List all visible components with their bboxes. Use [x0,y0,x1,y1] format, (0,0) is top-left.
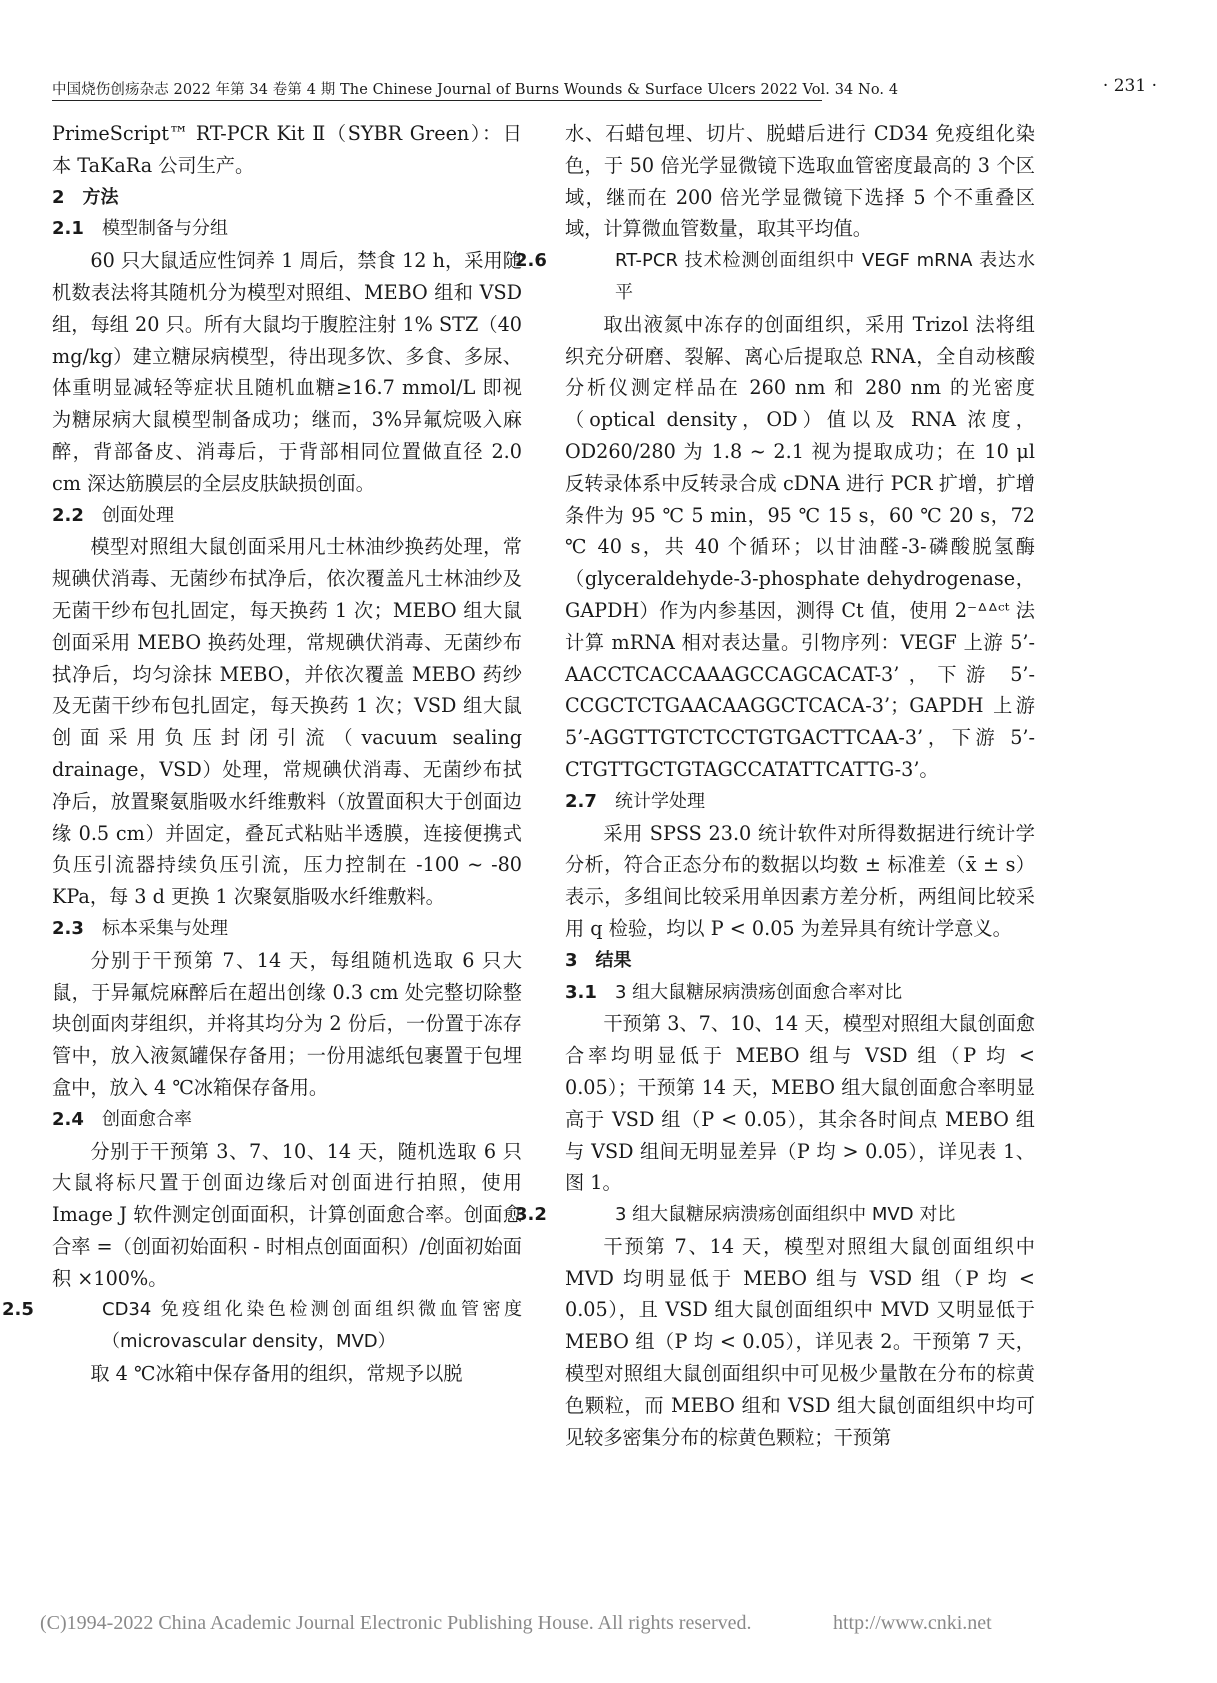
section-heading [2,1294,522,1358]
section-heading [52,1104,522,1136]
paragraph: 分别于干预第 7、14 天，每组随机选取 6 只大鼠，于异氟烷麻醉后在超出创缘 0.3 cm 处完整切除整块创面肉芽组织，并将其均分为 2 份后，一份置于冻存管中，放入液氮罐保存备用；一份用滤纸包裹置于包埋盒中，放入 4 ℃冰箱保存备用。 [52,948,522,1099]
section-heading [515,245,1035,309]
section-title: 3 组大鼠糖尿病溃疡创面愈合率对比 [615,981,903,1003]
section-title: 模型制备与分组 [102,218,228,240]
header-rule [52,100,822,101]
journal-header: 中国烧伤创疡杂志 2022 年第 34 卷第 4 期 The Chinese Journal of Burns Wounds & Surface Ulcers 2022 Vol. 34 No. 4 [52,82,899,98]
paragraph: 采用 SPSS 23.0 统计软件对所得数据进行统计学分析，符合正态分布的数据以均数 ± 标准差（x̄ ± s）表示，多组间比较采用单因素方差分析，两组间比较采用 q 检验，均以 P < 0.05 为差异具有统计学意义。 [565,821,1035,940]
paragraph: 模型对照组大鼠创面采用凡士林油纱换药处理，常规碘伏消毒、无菌纱布拭净后，依次覆盖凡士林油纱及无菌干纱布包扎固定，每天换药 1 次；MEBO 组大鼠创面采用 MEBO 换药处理，常规碘伏消毒、无菌纱布拭净后，均匀涂抹 MEBO，并依次覆盖 MEBO 药纱及无菌干纱布包扎固定，每天换药 1 次；VSD 组大鼠创面采用负压封闭引流（vacuum sealing drainage，VSD）处理，常规碘伏消毒、无菌纱布拭净后，放置聚氨脂吸水纤维敷料（放置面积大于创面边缘 0.5 cm）并固定，叠瓦式粘贴半透膜，连接便携式负压引流器持续负压引流，压力控制在 -100 ~ -80 KPa，每 3 d 更换 1 次聚氨脂吸水纤维敷料。 [52,535,522,909]
section-heading [52,500,522,532]
footer-url: http://www.cnki.net [833,1612,992,1634]
section-number: 2.4 [52,1108,84,1130]
section-number: 2.7 [565,790,597,812]
section-number: 3.1 [565,981,597,1003]
footer [40,1612,1200,1635]
left-column [2,118,522,1390]
section-heading [52,213,522,245]
section-number: 2.1 [52,218,84,240]
section-heading [515,1199,1035,1231]
paragraph: 分别于干预第 3、7、10、14 天，随机选取 6 只大鼠将标尺置于创面边缘后对创面进行拍照，使用 Image J 软件测定创面面积，计算创面愈合率。创面愈合率 =（创面初始面积 - 时相点创面面积）/创面初始面积 ×100%。 [52,1139,522,1290]
section-number: 3.2 [515,1204,547,1226]
main-heading: 3 结果 [565,949,632,971]
section-title: CD34 免疫组化染色检测创面组织微血管密度（microvascular density，MVD） [102,1299,522,1353]
section-title: 统计学处理 [615,790,705,812]
section-heading [565,786,1035,818]
section-title: 创面愈合率 [102,1108,192,1130]
section-number: 2.2 [52,504,84,526]
section-title: 3 组大鼠糖尿病溃疡创面组织中 MVD 对比 [615,1204,956,1226]
section-heading [52,913,522,945]
paragraph: 取 4 ℃冰箱中保存备用的组织，常规予以脱 [90,1362,463,1386]
section-number: 2.3 [52,917,84,939]
section-number: 2.5 [2,1299,34,1321]
right-column [515,118,1035,1453]
page-number: · 231 · [1102,76,1157,96]
copyright-notice: (C)1994-2022 China Academic Journal Electronic Publishing House. All rights reserved. [40,1612,752,1634]
main-heading: 2 方法 [52,186,119,208]
section-number: 2.6 [515,250,547,272]
paragraph: 干预第 7、14 天，模型对照组大鼠创面组织中 MVD 均明显低于 MEBO 组与 VSD 组（P 均 < 0.05），且 VSD 组大鼠创面组织中 MVD 又明显低于 MEBO 组（P 均 < 0.05），详见表 2。干预第 7 天，模型对照组大鼠创面组织中可见极少量散在分布的棕黄色颗粒，而 MEBO 组和 VSD 组大鼠创面组织中均可见较多密集分布的棕黄色颗粒；干预第 [565,1234,1035,1449]
section-title: 标本采集与处理 [102,917,228,939]
section-title: 创面处理 [102,504,174,526]
paragraph: 干预第 3、7、10、14 天，模型对照组大鼠创面愈合率均明显低于 MEBO 组与 VSD 组（P 均 < 0.05）；干预第 14 天，MEBO 组大鼠创面愈合率明显高于 VSD 组（P < 0.05），其余各时间点 MEBO 组与 VSD 组间无明显差异（P 均 > 0.05），详见表 1、图 1。 [565,1012,1035,1195]
continued-text: PrimeScript™ RT-PCR Kit Ⅱ（SYBR Green）：日本 TaKaRa 公司生产。 [52,122,522,177]
section-title: RT-PCR 技术检测创面组织中 VEGF mRNA 表达水平 [615,250,1035,303]
section-heading [565,977,1035,1009]
paragraph: 取出液氮中冻存的创面组织，采用 Trizol 法将组织充分研磨、裂解、离心后提取总 RNA，全自动核酸分析仪测定样品在 260 nm 和 280 nm 的光密度（optical density，OD）值以及 RNA 浓度，OD260/280 为 1.8 ~ 2.1 视为提取成功；在 10 μl 反转录体系中反转录合成 cDNA 进行 PCR 扩增，扩增条件为 95 ℃ 5 min，95 ℃ 15 s，60 ℃ 20 s，72 ℃ 40 s，共 40 个循环；以甘油醛-3-磷酸脱氢酶（glyceraldehyde-3-phosphate dehydrogenase，GAPDH）作为内参基因，测得 Ct 值，使用 2⁻ᐞᐞᶜᵗ 法计算 mRNA 相对表达量。引物序列：VEGF 上游 5’-AACCTCACCAAAGCCAGCACAT-3’，下游 5’-CCGCTCTGAACAAGGCTCACA-3’；GAPDH 上游 5’-AGGTTGTCTCCTGTGACTTCAA-3’，下游 5’-CTGTTGCTGTAGCCATATTCATTG-3’。 [565,312,1035,781]
paragraph: 60 只大鼠适应性饲养 1 周后，禁食 12 h，采用随机数表法将其随机分为模型对照组、MEBO 组和 VSD 组，每组 20 只。所有大鼠均于腹腔注射 1% STZ（40 mg/kg）建立糖尿病模型，待出现多饮、多食、多尿、体重明显减轻等症状且随机血糖≥16.7 mmol/L 即视为糖尿病大鼠模型制备成功；继而，3%异氟烷吸入麻醉，背部备皮、消毒后，于背部相同位置做直径 2.0 cm 深达筋膜层的全层皮肤缺损创面。 [52,249,522,495]
continued-text: 水、石蜡包埋、切片、脱蜡后进行 CD34 免疫组化染色，于 50 倍光学显微镜下选取血管密度最高的 3 个区域，继而在 200 倍光学显微镜下选择 5 个不重叠区域，计算微血管数量，取其平均值。 [565,122,1035,241]
